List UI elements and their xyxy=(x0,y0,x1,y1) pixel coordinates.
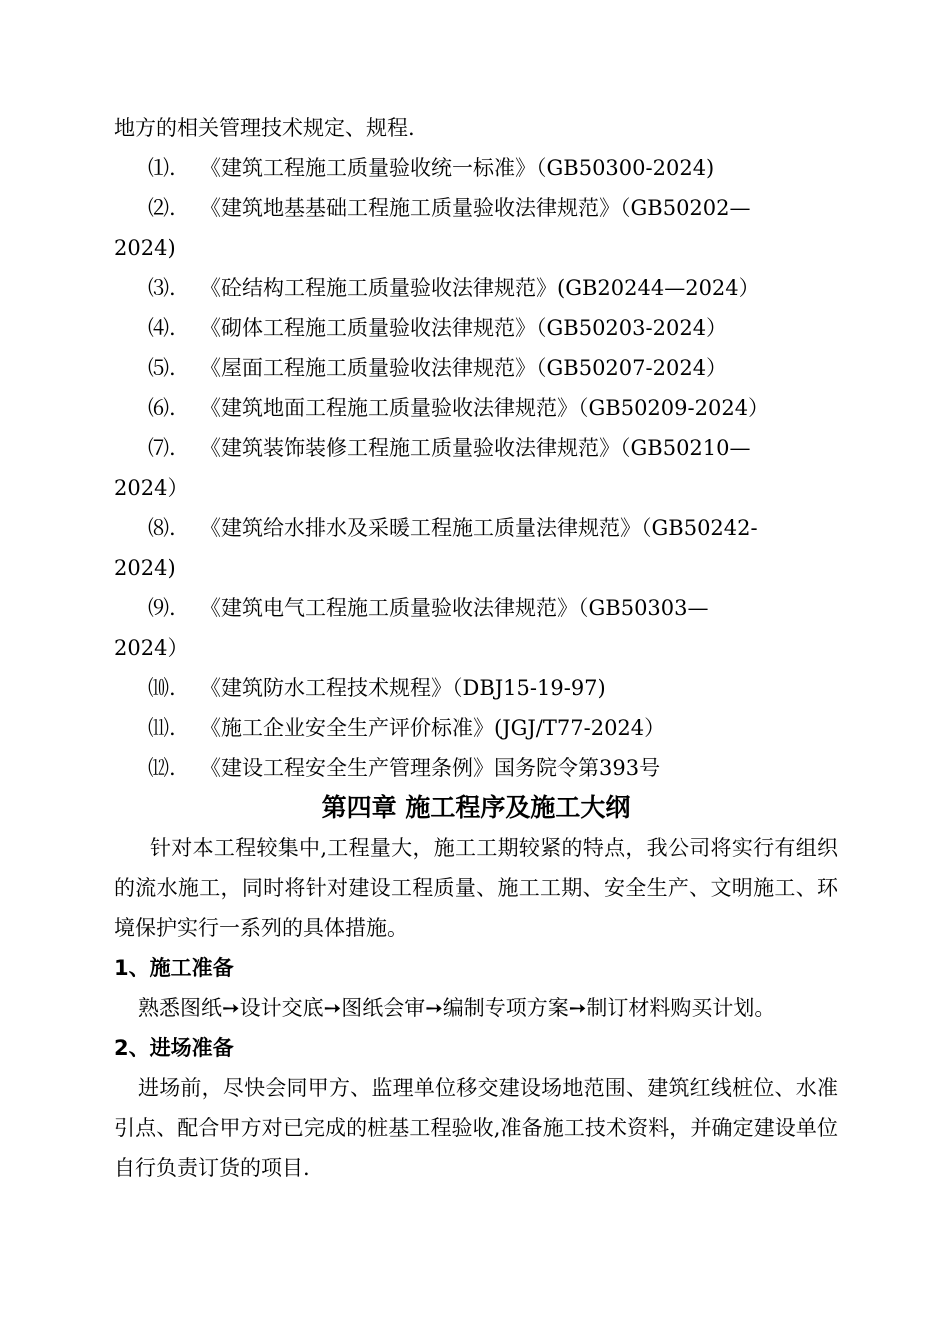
standard-item-8 xyxy=(114,508,838,548)
standard-title: 《建筑装饰装修工程施工质量验收法律规范》（GB50210— xyxy=(200,436,751,460)
standard-number: ⑸. xyxy=(148,356,176,380)
standard-title: 《建筑工程施工质量验收统一标准》（GB50300-2024) xyxy=(200,156,715,180)
standard-item-3 xyxy=(114,268,838,308)
standard-title: 《砌体工程施工质量验收法律规范》（GB50203-2024） xyxy=(200,316,728,340)
standard-number: ⑴. xyxy=(148,156,176,180)
standard-number: ⑷. xyxy=(148,316,176,340)
standard-item-6 xyxy=(114,388,838,428)
section-body-construction-prep: 熟悉图纸➙设计交底➙图纸会审➙编制专项方案➙制订材料购买计划。 xyxy=(138,996,776,1020)
section-body-site-entry-prep: 进场前，尽快会同甲方、监理单位移交建设场地范围、建筑红线桩位、水准引点、配合甲方对已完成的桩基工程验收,准备施工技术资料，并确定建设单位自行负责订货的项目. xyxy=(114,1076,838,1180)
standard-item-5 xyxy=(114,348,838,388)
standard-number: ⑼. xyxy=(148,596,176,620)
standard-number: ⑽. xyxy=(148,676,176,700)
standard-number: ⑿. xyxy=(148,756,176,780)
standard-item-7 xyxy=(114,428,838,468)
section-heading-site-entry-prep: 2、进场准备 xyxy=(114,1036,234,1060)
chapter-intro-paragraph: 针对本工程较集中,工程量大，施工工期较紧的特点，我公司将实行有组织的流水施工，同时将针对建设工程质量、施工工期、安全生产、文明施工、环境保护实行一系列的具体措施。 xyxy=(114,836,838,940)
standard-item-1 xyxy=(114,148,838,188)
standard-title: 《建设工程安全生产管理条例》国务院令第393号 xyxy=(200,756,661,780)
chapter-title: 第四章 施工程序及施工大纲 xyxy=(321,793,631,822)
standard-number: ⑵. xyxy=(148,196,176,220)
standard-continuation: 2024） xyxy=(114,476,189,500)
standard-title: 《建筑防水工程技术规程》（DBJ15-19-97) xyxy=(200,676,606,700)
standard-number: ⑾. xyxy=(148,716,176,740)
standard-item-2 xyxy=(114,188,838,228)
standard-continuation: 2024) xyxy=(114,556,176,580)
standard-title: 《建筑地面工程施工质量验收法律规范》（GB50209-2024） xyxy=(200,396,770,420)
standard-item-12 xyxy=(114,748,838,788)
standard-item-9 xyxy=(114,588,838,628)
standard-title: 《砼结构工程施工质量验收法律规范》(GB20244—2024） xyxy=(200,276,760,300)
standard-title: 《屋面工程施工质量验收法律规范》（GB50207-2024） xyxy=(200,356,728,380)
standard-continuation: 2024） xyxy=(114,636,189,660)
standard-item-11 xyxy=(114,708,838,748)
standard-item-10 xyxy=(114,668,838,708)
section-heading-construction-prep: 1、施工准备 xyxy=(114,956,234,980)
standard-title: 《建筑地基基础工程施工质量验收法律规范》（GB50202— xyxy=(200,196,751,220)
standard-title: 《建筑电气工程施工质量验收法律规范》（GB50303— xyxy=(200,596,709,620)
standard-item-4 xyxy=(114,308,838,348)
standard-continuation: 2024) xyxy=(114,236,176,260)
standard-number: ⑻. xyxy=(148,516,176,540)
standard-number: ⑺. xyxy=(148,436,176,460)
standard-title: 《施工企业安全生产评价标准》(JGJ/T77-2024） xyxy=(200,716,666,740)
standard-number: ⑹. xyxy=(148,396,176,420)
intro-line: 地方的相关管理技术规定、规程. xyxy=(114,116,415,140)
document-page xyxy=(114,108,838,1188)
standards-list xyxy=(114,148,838,788)
standard-title: 《建筑给水排水及采暖工程施工质量法律规范》（GB50242- xyxy=(200,516,758,540)
standard-number: ⑶. xyxy=(148,276,176,300)
